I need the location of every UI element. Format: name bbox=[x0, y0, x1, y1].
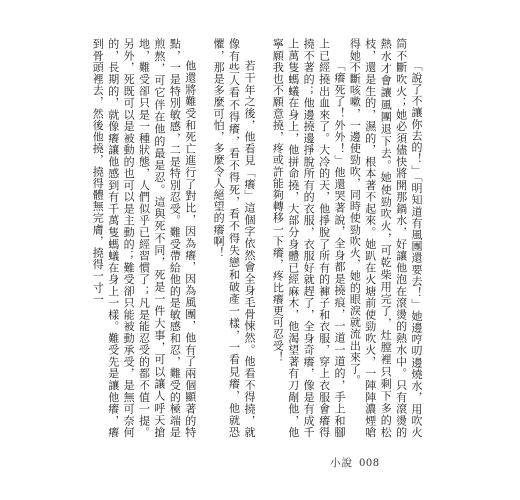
paragraph-1: 「說了不讓你去的！」「明知道有風團還要去！」她邊哼叨邊燒水，用吹火筒不斷吹火；她必須儘快將開那鍋水，好讓他泡在滾燙的熱水中。只有滾燙的熱水才會讓風團退下去。她使勁吹火，可乾柴用完了，灶膛裡只剩下多的松枝，還是生的，濕的，根本著不起來。她趴在火塘前使勁吹火，一陣陣濃煙嗆得她不斷咳嗽，一邊使勁吹，同時使勁吹火，她的眼淚就流出來了。 bbox=[348, 38, 423, 438]
paragraph-4: 他還將難受和死亡進行了對比，因為癢，因為風團，他有了兩個顯著的特點，一是特別敏感，二是特別忍受。難受帶給他的是敏感和忍，難受的極端是煎熬，可它伴在他的最是忍。這與死不同，死是一件大事，可以讓人呼天搶地，難受卻只是一種狀態，人們似乎已經習慣了；凡是能忍受的都不值一提。另外，死既可以是被動的也可以是主動的；難受卻只能被動承受，是無可奈何的，長期的，就像癢讓他感到有千萬隻螞蟻在身上一樣。難受先是讓他癢，癢到骨頭裡去，然後他撓，撓得體無完膚，撓得一寸一 bbox=[91, 38, 197, 438]
section-label: 小說 bbox=[330, 457, 353, 469]
page-footer bbox=[330, 455, 430, 470]
page-number: 008 bbox=[359, 458, 380, 469]
paragraph-3: 若干年之後，他看見「癢」這個字依然會全身毛骨悚然。他看不得撓，就像有些人看不得癢，看不得死，看不得失戀和破產一樣，一看見癢，他就恐懼，那是多麼可怕，多麼令人絕望的癢啊！ bbox=[212, 38, 256, 438]
paragraph-2: 「癢死了！外外！」他還哭著說，全身都是撓痕，一道一道的，手上和腳上已經撓出血來了。大冷的天，他掙脫了所有的褲子和衣服，穿上衣服會癢得撓不著的；他邊撓邊掙脫所有的衣服，衣服好就趕了，全身奇癢，像是有成千上萬隻螞蟻在身上，他拼命撓，大部分身體已經麻木，他渴望著有刀剮他，他寧願我也不願意撓，疼或許能夠轉移一下癢，疼比癢更可忍受！ bbox=[271, 38, 346, 438]
vertical-text-body bbox=[91, 38, 424, 438]
